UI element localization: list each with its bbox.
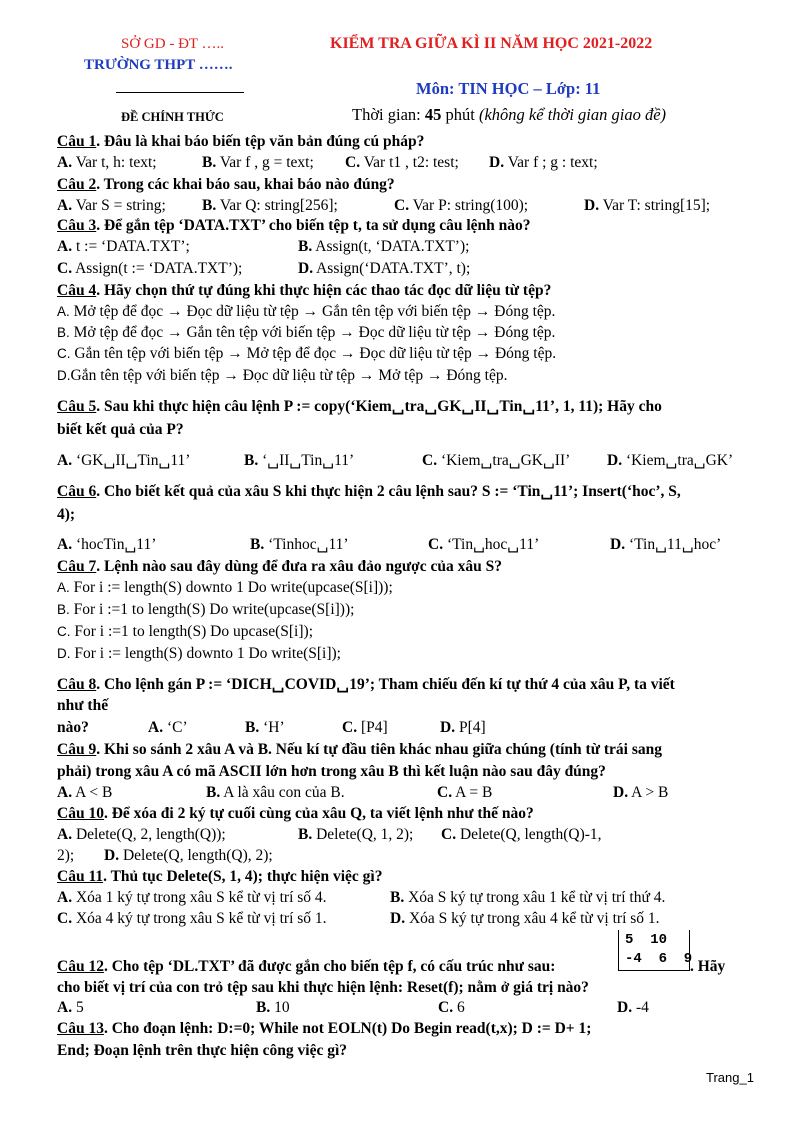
option-label: A. — [57, 536, 73, 553]
option-text: Assign(t, ‘DATA.TXT’); — [315, 238, 470, 255]
option-text: Gắn tên tệp với biến tệp → Mở tệp để đọc → Đọc dữ liệu từ tệp → Đóng tệp. — [74, 345, 557, 362]
question-6 — [57, 482, 681, 502]
option-label: B. — [245, 719, 260, 736]
dept-name: SỞ GD - ĐT ….. — [121, 36, 225, 52]
time-label: Thời gian: — [352, 105, 425, 124]
option-label: D. — [104, 847, 120, 864]
option-label: D. — [613, 784, 629, 801]
option-label: D. — [440, 719, 456, 736]
q10-option-a[interactable] — [57, 825, 226, 845]
q2-option-c[interactable] — [394, 196, 528, 216]
q7-option-a[interactable] — [57, 578, 393, 598]
q1-option-a[interactable] — [57, 153, 157, 173]
option-text: Assign(t := ‘DATA.TXT’); — [75, 260, 243, 277]
option-label: B. — [202, 197, 217, 214]
time-unit: phút — [441, 105, 479, 124]
option-label: C. — [57, 910, 73, 927]
question-12 — [57, 957, 555, 977]
option-label: A. — [57, 999, 73, 1016]
question-4 — [57, 281, 551, 301]
option-text: Delete(Q, 1, 2); — [316, 826, 414, 843]
option-label: C. — [437, 784, 453, 801]
q3-option-b[interactable] — [298, 237, 469, 257]
option-text: 5 — [75, 999, 84, 1016]
q12-option-c[interactable] — [438, 998, 465, 1018]
question-10 — [57, 804, 534, 824]
option-text: Var f ; g : text; — [507, 154, 598, 171]
option-label: D. — [57, 368, 71, 383]
option-text: Var t, h: text; — [75, 154, 157, 171]
option-label: C. — [345, 154, 361, 171]
question-5-cont: biết kết quả của P? — [57, 421, 184, 438]
question-number: Câu 1 — [57, 133, 97, 150]
question-7 — [57, 557, 502, 577]
q8-option-c[interactable] — [342, 718, 388, 738]
option-text: Var f , g = text; — [219, 154, 314, 171]
option-text: Assign(‘DATA.TXT’, t); — [316, 260, 471, 277]
question-8 — [57, 675, 675, 695]
question-9 — [57, 740, 662, 760]
q6-option-b[interactable] — [250, 535, 349, 555]
question-text: . Cho tệp ‘DL.TXT’ đã được gắn cho biến tệp f, có cấu trúc như sau: — [103, 958, 556, 975]
option-text: A > B — [631, 784, 669, 801]
official-label: ĐỀ CHÍNH THỨC — [121, 110, 224, 124]
question-number: Câu 7 — [57, 558, 97, 575]
question-number: Câu 2 — [57, 176, 97, 193]
option-text: Var S = string; — [75, 197, 166, 214]
question-number: Câu 10 — [57, 805, 104, 822]
option-label: D. — [617, 999, 633, 1016]
question-text: . Hãy chọn thứ tự đúng khi thực hiện các thao tác đọc dữ liệu từ tệp? — [96, 282, 552, 299]
q7-option-d[interactable] — [57, 644, 341, 664]
option-label: B. — [202, 154, 217, 171]
q2-option-d[interactable] — [584, 196, 710, 216]
option-label: B. — [298, 826, 313, 843]
option-label: D. — [607, 452, 623, 469]
file-structure-box — [618, 930, 693, 971]
subject-line: Môn: TIN HỌC – Lớp: 11 — [416, 79, 601, 98]
question-number: Câu 11 — [57, 868, 104, 885]
option-text: A = B — [455, 784, 493, 801]
option-label: D. — [489, 154, 505, 171]
question-13 — [57, 1019, 591, 1039]
q1-option-d[interactable] — [489, 153, 598, 173]
question-number: Câu 4 — [57, 282, 97, 299]
question-11 — [57, 867, 382, 887]
q10-option-c[interactable] — [441, 825, 602, 845]
option-label: B. — [57, 602, 70, 617]
option-label: A. — [57, 238, 73, 255]
option-label: C. — [57, 346, 71, 361]
question-12-cont: cho biết vị trí của con trỏ tệp sau khi thực hiện lệnh: Reset(f); nằm ở giá trị nào? — [57, 979, 589, 996]
option-label: C. — [57, 624, 71, 639]
option-text: Mở tệp để đọc → Đọc dữ liệu từ tệp → Gắn tên tệp với biến tệp → Đóng tệp. — [73, 303, 556, 320]
q7-option-b[interactable] — [57, 600, 354, 620]
question-6-cont: 4); — [57, 506, 76, 523]
option-text: -4 — [635, 999, 649, 1016]
option-text: ‘Kiem␣tra␣GK’ — [625, 452, 734, 469]
option-label: D. — [57, 646, 71, 661]
file-row-1: 5 10 — [625, 932, 668, 948]
q1-option-b[interactable] — [202, 153, 314, 173]
option-label: C. — [428, 536, 444, 553]
question-text: . Đâu là khai báo biến tệp văn bản đúng cú pháp? — [96, 133, 425, 150]
q2-option-b[interactable] — [202, 196, 338, 216]
q11-option-c[interactable] — [57, 909, 327, 929]
question-number: Câu 12 — [57, 958, 104, 975]
option-label: C. — [422, 452, 438, 469]
option-text: ‘Kiem␣tra␣GK␣II’ — [440, 452, 571, 469]
option-text: For i := length(S) downto 1 Do write(S[i]); — [74, 645, 341, 662]
question-text: . Khi so sánh 2 xâu A và B. Nếu kí tự đầu tiên khác nhau giữa chúng (tính từ trái sang — [96, 741, 663, 758]
q3-option-a[interactable] — [57, 237, 190, 257]
time-note: (không kể thời gian giao đề) — [478, 105, 667, 124]
q10-option-b[interactable] — [298, 825, 413, 845]
option-label: A. — [57, 826, 73, 843]
option-text: Var P: string(100); — [412, 197, 529, 214]
option-text: For i := length(S) downto 1 Do write(upcase(S[i])); — [73, 579, 393, 596]
q10-option-d[interactable] — [104, 846, 273, 866]
q11-option-a[interactable] — [57, 888, 327, 908]
question-12-suffix: . Hãy — [690, 958, 726, 975]
question-8-cont: như thế — [57, 697, 109, 714]
q3-option-c[interactable] — [57, 259, 242, 279]
q2-option-a[interactable] — [57, 196, 166, 216]
q4-option-d[interactable] — [57, 366, 507, 386]
file-row-2: -4 6 9 — [625, 951, 693, 967]
q9-option-b[interactable] — [206, 783, 345, 803]
option-text: Delete(Q, length(Q)-1, — [459, 826, 602, 843]
option-text: A < B — [75, 784, 113, 801]
option-text: ‘Tinhoc␣11’ — [268, 536, 349, 553]
question-text: . Cho đoạn lệnh: D:=0; While not EOLN(t) Do Begin read(t,x); D := D+ 1; — [103, 1020, 592, 1037]
q12-option-b[interactable] — [256, 998, 290, 1018]
option-label: C. — [441, 826, 457, 843]
q12-option-a[interactable] — [57, 998, 84, 1018]
q11-option-b[interactable] — [390, 888, 665, 908]
q3-option-d[interactable] — [298, 259, 470, 279]
option-text: Xóa S ký tự trong xâu 4 kể từ vị trí số 1. — [408, 910, 660, 927]
option-label: B. — [250, 536, 265, 553]
option-label: B. — [244, 452, 259, 469]
option-text: Var Q: string[256]; — [219, 197, 338, 214]
q5-option-b[interactable] — [244, 451, 354, 471]
option-text: 10 — [274, 999, 290, 1016]
option-text: Gắn tên tệp với biến tệp → Đọc dữ liệu từ tệp → Mở tệp → Đóng tệp. — [70, 367, 508, 384]
option-text: Delete(Q, 2, length(Q)); — [75, 826, 226, 843]
q9-option-a[interactable] — [57, 783, 112, 803]
question-text: . Thủ tục Delete(S, 1, 4); thực hiện việc gì? — [103, 868, 383, 885]
option-text: Xóa S ký tự trong xâu 1 kể từ vị trí thứ 4. — [408, 889, 666, 906]
option-label: A. — [148, 719, 164, 736]
question-number: Câu 13 — [57, 1020, 104, 1037]
question-number: Câu 3 — [57, 217, 97, 234]
option-label: B. — [57, 325, 70, 340]
option-text: Xóa 4 ký tự trong xâu S kể từ vị trí số 1. — [75, 910, 327, 927]
option-label: A. — [57, 197, 73, 214]
question-13-cont: End; Đoạn lệnh trên thực hiện công việc gì? — [57, 1042, 348, 1059]
option-label: C. — [342, 719, 358, 736]
q4-option-b[interactable] — [57, 323, 555, 343]
option-label: B. — [256, 999, 271, 1016]
option-text: t := ‘DATA.TXT’; — [75, 238, 190, 255]
option-label: B. — [206, 784, 221, 801]
q4-option-c[interactable] — [57, 344, 556, 364]
q5-option-d[interactable] — [607, 451, 733, 471]
option-text: ‘GK␣II␣Tin␣11’ — [75, 452, 191, 469]
question-8-cont2: nào? — [57, 719, 89, 736]
option-label: D. — [390, 910, 406, 927]
option-label: A. — [57, 304, 70, 319]
q10-option-c-cont: 2); — [57, 847, 75, 864]
option-label: A. — [57, 889, 73, 906]
option-text: Mở tệp để đọc → Gắn tên tệp với biến tệp → Đọc dữ liệu từ tệp → Đóng tệp. — [73, 324, 556, 341]
q8-option-a[interactable] — [148, 718, 188, 738]
question-number: Câu 6 — [57, 483, 97, 500]
question-1 — [57, 132, 424, 152]
question-text: . Trong các khai báo sau, khai báo nào đúng? — [96, 176, 395, 193]
option-label: D. — [298, 260, 314, 277]
q8-option-d[interactable] — [440, 718, 486, 738]
school-name: TRƯỜNG THPT ……. — [84, 57, 233, 73]
q6-option-d[interactable] — [610, 535, 721, 555]
option-label: C. — [438, 999, 454, 1016]
option-text: [P4] — [360, 719, 388, 736]
q5-option-a[interactable] — [57, 451, 190, 471]
option-text: Xóa 1 ký tự trong xâu S kể từ vị trí số 4. — [75, 889, 327, 906]
q4-option-a[interactable] — [57, 302, 555, 322]
option-text: ‘␣II␣Tin␣11’ — [262, 452, 355, 469]
option-text: For i :=1 to length(S) Do upcase(S[i]); — [74, 623, 313, 640]
option-label: C. — [57, 260, 73, 277]
q6-option-c[interactable] — [428, 535, 539, 555]
question-number: Câu 8 — [57, 676, 97, 693]
question-3 — [57, 216, 531, 236]
option-label: C. — [394, 197, 410, 214]
option-text: P[4] — [458, 719, 486, 736]
option-text: ‘hocTin␣11’ — [75, 536, 157, 553]
q9-option-d[interactable] — [613, 783, 668, 803]
question-text: . Lệnh nào sau đây dùng để đưa ra xâu đảo ngược của xâu S? — [96, 558, 502, 575]
question-text: . Cho biết kết quả của xâu S khi thực hiện 2 câu lệnh sau? S := ‘Tin␣11’; Insert(‘hoc’, S, — [96, 483, 681, 500]
q12-option-d[interactable] — [617, 998, 649, 1018]
question-text: . Sau khi thực hiện câu lệnh P := copy(‘Kiem␣tra␣GK␣II␣Tin␣11’, 1, 11); Hãy cho — [96, 398, 662, 415]
q5-option-c[interactable] — [422, 451, 570, 471]
option-label: B. — [390, 889, 405, 906]
option-label: D. — [584, 197, 600, 214]
time-line — [352, 105, 666, 125]
question-text: . Để xóa đi 2 ký tự cuối cùng của xâu Q, ta viết lệnh như thế nào? — [103, 805, 534, 822]
exam-title: KIỂM TRA GIỮA KÌ II NĂM HỌC 2021-2022 — [330, 35, 653, 52]
question-number: Câu 5 — [57, 398, 97, 415]
option-text: Var T: string[15]; — [602, 197, 711, 214]
option-text: ‘Tin␣11␣hoc’ — [628, 536, 722, 553]
option-text: A là xâu con của B. — [223, 784, 345, 801]
q6-option-a[interactable] — [57, 535, 156, 555]
option-text: Var t1 , t2: test; — [363, 154, 459, 171]
page-number: Trang_1 — [706, 1070, 754, 1085]
time-value: 45 — [424, 105, 442, 124]
q9-option-c[interactable] — [437, 783, 492, 803]
option-text: For i :=1 to length(S) Do write(upcase(S[i])); — [73, 601, 355, 618]
option-label: D. — [610, 536, 626, 553]
q7-option-c[interactable] — [57, 622, 313, 642]
header-divider — [116, 92, 244, 93]
option-label: A. — [57, 784, 73, 801]
question-9-cont: phải) trong xâu A có mã ASCII lớn hơn trong xâu B thì kết luận nào sau đây đúng? — [57, 763, 606, 780]
option-label: B. — [298, 238, 313, 255]
q11-option-d[interactable] — [390, 909, 660, 929]
q8-option-b[interactable] — [245, 718, 285, 738]
option-text: ‘C’ — [166, 719, 188, 736]
question-2 — [57, 175, 395, 195]
question-text: . Cho lệnh gán P := ‘DICH␣COVID␣19’; Tham chiếu đến kí tự thứ 4 của xâu P, ta viết — [96, 676, 675, 693]
question-text: . Để gắn tệp ‘DATA.TXT’ cho biến tệp t, ta sử dụng câu lệnh nào? — [96, 217, 531, 234]
question-5 — [57, 397, 662, 417]
q1-option-c[interactable] — [345, 153, 459, 173]
option-text: Delete(Q, length(Q), 2); — [122, 847, 273, 864]
option-text: ‘H’ — [263, 719, 285, 736]
option-text: ‘Tin␣hoc␣11’ — [446, 536, 540, 553]
option-label: A. — [57, 580, 70, 595]
option-label: A. — [57, 452, 73, 469]
option-label: A. — [57, 154, 73, 171]
question-number: Câu 9 — [57, 741, 97, 758]
option-text: 6 — [456, 999, 465, 1016]
